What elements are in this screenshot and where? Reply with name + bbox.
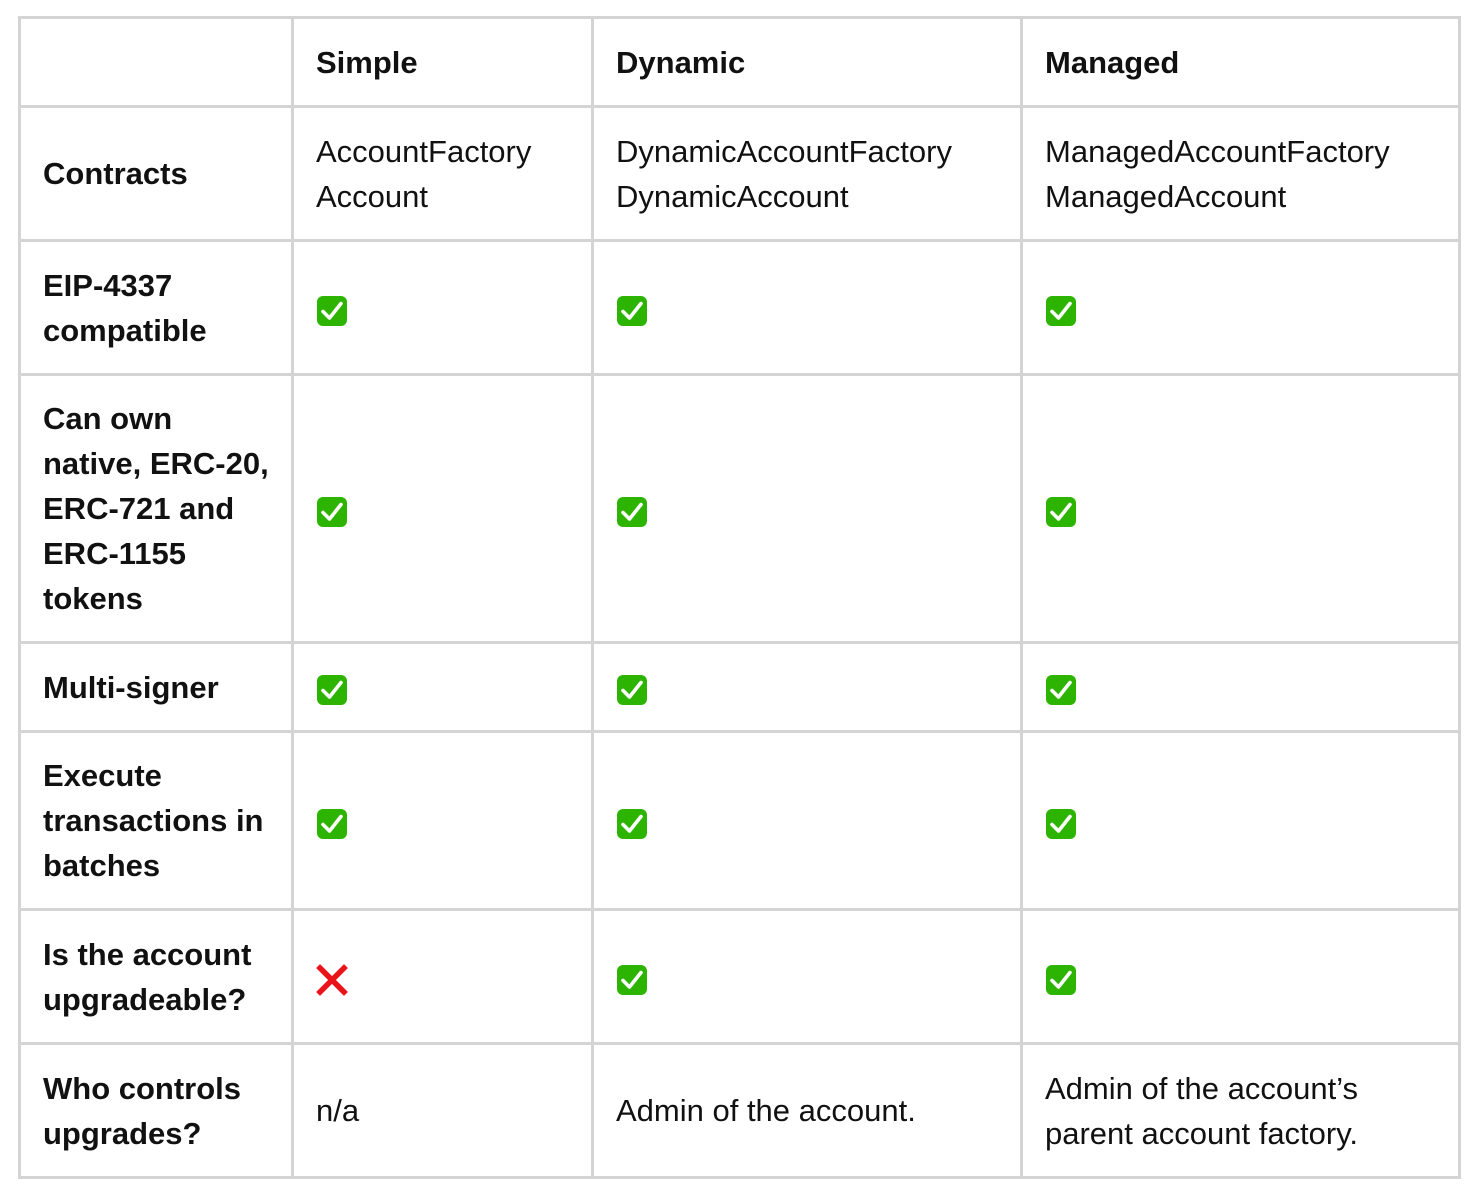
table-cell [593,732,1022,910]
check-mark-button-icon [616,495,648,527]
table-cell [293,241,593,375]
table-row [20,643,1460,732]
table-cell [1022,107,1460,241]
table-cell [593,107,1022,241]
check-mark-button-icon [1045,807,1077,839]
row-label: Execute transactions in batches [20,732,293,910]
check-mark-button-icon [1045,294,1077,326]
table-row [20,732,1460,910]
corner-cell [20,18,293,107]
table-cell [1022,375,1460,643]
table-row [20,375,1460,643]
check-mark-button-icon [316,673,348,705]
table-cell [1022,732,1460,910]
check-mark-button-icon [1045,495,1077,527]
table-cell [1022,910,1460,1044]
column-header-simple: Simple [293,18,593,107]
row-label: Is the account upgradeable? [20,910,293,1044]
cell-text: ManagedAccount [1045,178,1287,214]
table-cell [1022,643,1460,732]
check-mark-button-icon [616,963,648,995]
row-label: Can own native, ERC-20, ERC-721 and ERC-1155 tokens [20,375,293,643]
table-cell [293,732,593,910]
table-cell [293,375,593,643]
check-mark-button-icon [616,807,648,839]
check-mark-button-icon [316,807,348,839]
cell-text: AccountFactory [316,133,532,169]
table-row [20,1044,1460,1178]
column-header-dynamic: Dynamic [593,18,1022,107]
table-cell [1022,1044,1460,1178]
row-label: Multi-signer [20,643,293,732]
table-cell [593,1044,1022,1178]
column-header-managed: Managed [1022,18,1460,107]
table-cell [593,241,1022,375]
cell-text: DynamicAccountFactory [616,133,952,169]
table-row [20,910,1460,1044]
comparison-table [18,16,1461,1179]
table-cell [593,643,1022,732]
cell-text: Admin of the account. [616,1093,916,1128]
table-cell [293,1044,593,1178]
cell-text: n/a [316,1093,360,1128]
table-cell [593,375,1022,643]
table-cell [593,910,1022,1044]
check-mark-button-icon [316,495,348,527]
check-mark-button-icon [316,294,348,326]
cell-text: ManagedAccountFactory [1045,133,1390,169]
cell-text: Account [316,178,429,214]
cross-mark-icon [316,963,348,995]
table-cell [293,643,593,732]
check-mark-button-icon [1045,673,1077,705]
header-row [20,18,1460,107]
cell-text: DynamicAccount [616,178,849,214]
check-mark-button-icon [616,673,648,705]
table-cell [1022,241,1460,375]
table-row [20,241,1460,375]
check-mark-button-icon [1045,963,1077,995]
check-mark-button-icon [616,294,648,326]
table-cell [293,107,593,241]
table-row [20,107,1460,241]
row-label: EIP-4337 compatible [20,241,293,375]
row-label: Contracts [20,107,293,241]
cell-text: Admin of the account’s parent account factory. [1045,1070,1359,1151]
table-cell [293,910,593,1044]
row-label: Who controls upgrades? [20,1044,293,1178]
